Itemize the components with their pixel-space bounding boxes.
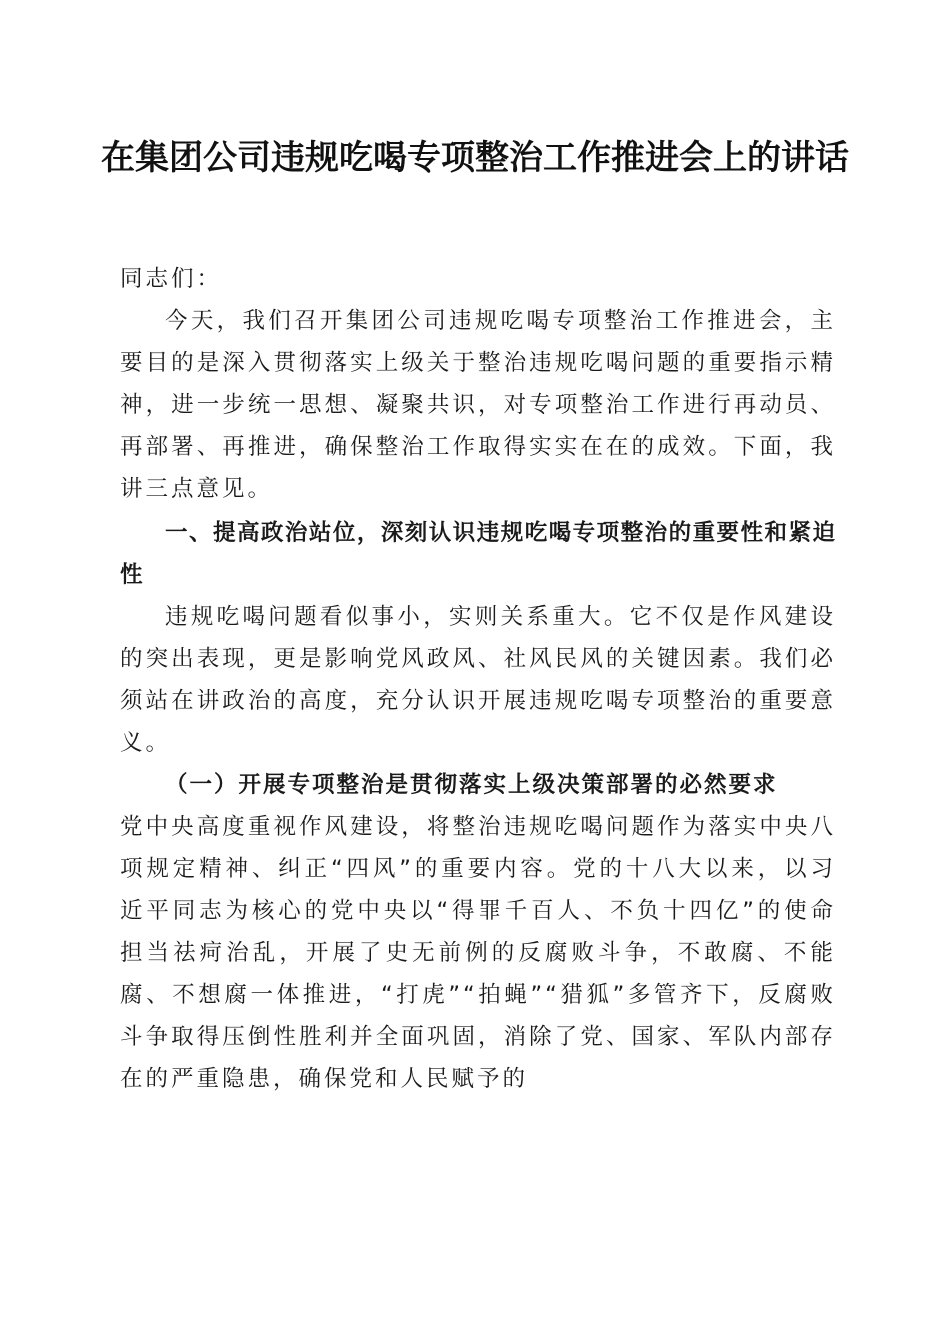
section-1-paragraph: 违规吃喝问题看似事小，实则关系重大。它不仅是作风建设的突出表现，更是影响党风政风、社风民风的关键因素。我们必须站在讲政治的高度，充分认识开展违规吃喝专项整治的重要意义。 xyxy=(120,604,836,756)
document-body xyxy=(120,258,836,1100)
salutation: 同志们： xyxy=(120,266,223,292)
subsection-heading-1: （一）开展专项整治是贯彻落实上级决策部署的必然要求 xyxy=(165,772,778,798)
section-heading-1: 一、提高政治站位，深刻认识违规吃喝专项整治的重要性和紧迫性 xyxy=(120,520,836,588)
subsection-1-paragraph: 党中央高度重视作风建设，将整治违规吃喝问题作为落实中央八项规定精神、纠正“四风”的重要内容。党的十八大以来，以习近平同志为核心的党中央以“得罪千百人、不负十四亿”的使命担当祛疴治乱，开展了史无前例的反腐败斗争，不敢腐、不能腐、不想腐一体推进，“打虎”“拍蝇”“猎狐”多管齐下，反腐败斗争取得压倒性胜利并全面巩固，消除了党、国家、军队内部存在的严重隐患，确保党和人民赋予的 xyxy=(120,814,836,1092)
document-title: 在集团公司违规吃喝专项整治工作推进会上的讲话 xyxy=(101,138,849,178)
intro-paragraph: 今天，我们召开集团公司违规吃喝专项整治工作推进会，主要目的是深入贯彻落实上级关于整治违规吃喝问题的重要指示精神，进一步统一思想、凝聚共识，对专项整治工作进行再动员、再部署、再推进，确保整治工作取得实实在在的成效。下面，我讲三点意见。 xyxy=(120,308,836,502)
